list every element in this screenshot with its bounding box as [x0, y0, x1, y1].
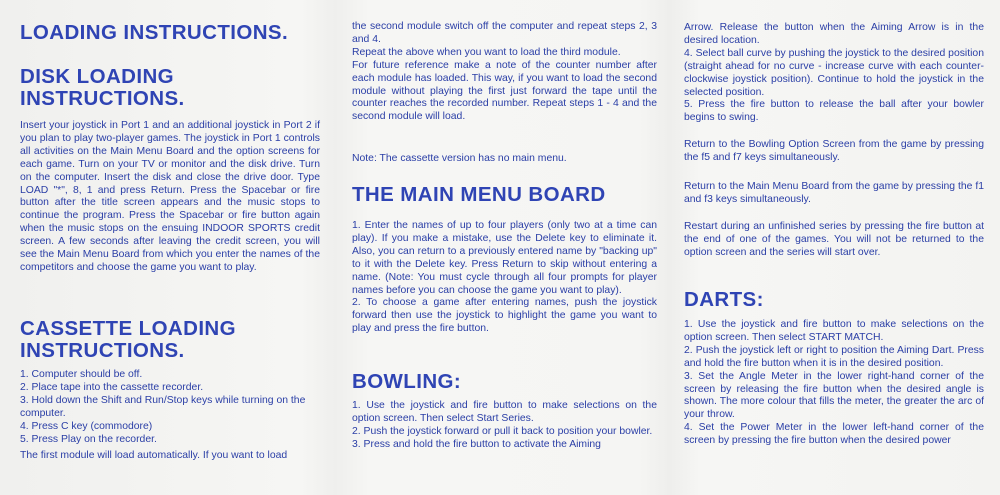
bowling-step: 1. Use the joystick and fire button to make selections on the option screen. Then select Start Series.	[352, 400, 657, 424]
bowling-steps	[352, 400, 657, 452]
darts-step: 3. Set the Angle Meter in the lower right-hand corner of the screen by releasing the fire button when the desired angle is shown. The more colour that fills the meter, the greater the arc of your throw.	[684, 370, 984, 421]
restart-series-text: Restart during an unfinished series by pressing the fire button at the end of one of the games. You will not be returned to the option screen and the series will start over.	[684, 221, 984, 258]
heading-cassette-line-2: INSTRUCTIONS.	[20, 339, 185, 362]
cassette-step: 4. Press C key (commodore)	[20, 420, 153, 432]
bowling-step: 3. Press and hold the fire button to activate the Aiming	[352, 438, 601, 450]
disk-loading-paragraph: Insert your joystick in Port 1 and an additional joystick in Port 2 if you plan to play two-player games. The joystick in Port 1 controls all activities on the Main Menu Board and the option screens for each game. Turn on your TV or monitor and the disk drive. Turn on the computer. Insert the disk and close the drive door. Type LOAD "*", 8, 1 and press Return. Press the Spacebar or fire button after the title screen appears and the music stops to continue the program. Press the Spacebar or fire button again when the music stops on the ensuing INDOOR SPORTS credit screen. A few seconds after leaving the credit screen, you will see the Main Menu Board from which you enter the names of the competitors and choose the game you want to play.	[20, 120, 320, 273]
column-left	[20, 0, 325, 495]
main-menu-step: 2. To choose a game after entering names, push the joystick forward then use the joystick to highlight the game you want to play and press the fire button.	[352, 297, 657, 335]
main-menu-steps	[352, 220, 657, 336]
main-menu-step: 1. Enter the names of up to four players (only two at a time can play). If you make a mistake, use the Delete key to eliminate it. Also, you can return to a previously entered name by "backing up" to it with the Delete key. Press Return to skip without entering a name. (Note: You must cycle through all four prompts for player names before you can choose the game you want to play).	[352, 220, 657, 296]
return-main-menu-text: Return to the Main Menu Board from the game by pressing the f1 and f3 keys simultaneously.	[684, 181, 984, 205]
darts-step: 4. Set the Power Meter in the lower left-hand corner of the screen by pressing the fire button when the desired power	[684, 422, 984, 447]
heading-disk-loading	[20, 66, 185, 110]
cassette-step: 2. Place tape into the cassette recorder.	[20, 381, 204, 393]
heading-darts: DARTS:	[684, 288, 764, 311]
continued-paragraph: the second module switch off the computer and repeat steps 2, 3 and 4.	[352, 21, 657, 45]
bowling-step: Arrow. Release the button when the Aiming Arrow is in the desired location.	[684, 22, 984, 46]
continued-paragraph: For future reference make a note of the counter number after each module has loaded. This way, if you want to load the second module without playing the first just forward the tape until the counter reaches the recorded number. Repeat steps 1 - 4 and the second module will load.	[352, 59, 657, 123]
heading-cassette-loading	[20, 318, 236, 362]
cassette-step: 1. Computer should be off.	[20, 369, 143, 380]
darts-step: 1. Use the joystick and fire button to make selections on the option screen. Then select START MATCH.	[684, 319, 984, 343]
darts-step: 2. Push the joystick left or right to position the Aiming Dart. Press and hold the fire button when it is in the desired position.	[684, 344, 984, 369]
heading-cassette-line-1: CASSETTE LOADING	[20, 317, 236, 340]
bowling-steps-continued	[684, 22, 984, 125]
column-middle	[352, 0, 657, 495]
continued-paragraph: Repeat the above when you want to load the third module.	[352, 46, 621, 58]
darts-steps	[684, 319, 984, 448]
heading-disk-line-2: INSTRUCTIONS.	[20, 87, 185, 110]
heading-bowling: BOWLING:	[352, 370, 462, 393]
cassette-steps	[20, 369, 325, 463]
bowling-step: 4. Select ball curve by pushing the joystick to the desired position (straight ahead for no curve - increase curve with each counter-clockwise joystick position). Continue to hold the joystick in the selected position.	[684, 47, 984, 98]
cassette-note: Note: The cassette version has no main menu.	[352, 153, 567, 164]
heading-main-menu-board: THE MAIN MENU BOARD	[352, 183, 606, 206]
cassette-step: 5. Press Play on the recorder.	[20, 433, 157, 445]
column-right	[684, 0, 984, 495]
return-option-screen-text: Return to the Bowling Option Screen from the game by pressing the f5 and f7 keys simultaneously.	[684, 139, 984, 163]
bowling-step: 2. Push the joystick forward or pull it back to position your bowler.	[352, 425, 653, 437]
cassette-tail-text: The first module will load automatically. If you want to load	[20, 450, 288, 462]
cassette-step: 3. Hold down the Shift and Run/Stop keys while turning on the computer.	[20, 394, 306, 419]
heading-loading-instructions: LOADING INSTRUCTIONS.	[20, 21, 289, 44]
cassette-continued	[352, 21, 657, 124]
heading-disk-line-1: DISK LOADING	[20, 65, 174, 88]
bowling-step: 5. Press the fire button to release the ball after your bowler begins to swing.	[684, 99, 984, 124]
